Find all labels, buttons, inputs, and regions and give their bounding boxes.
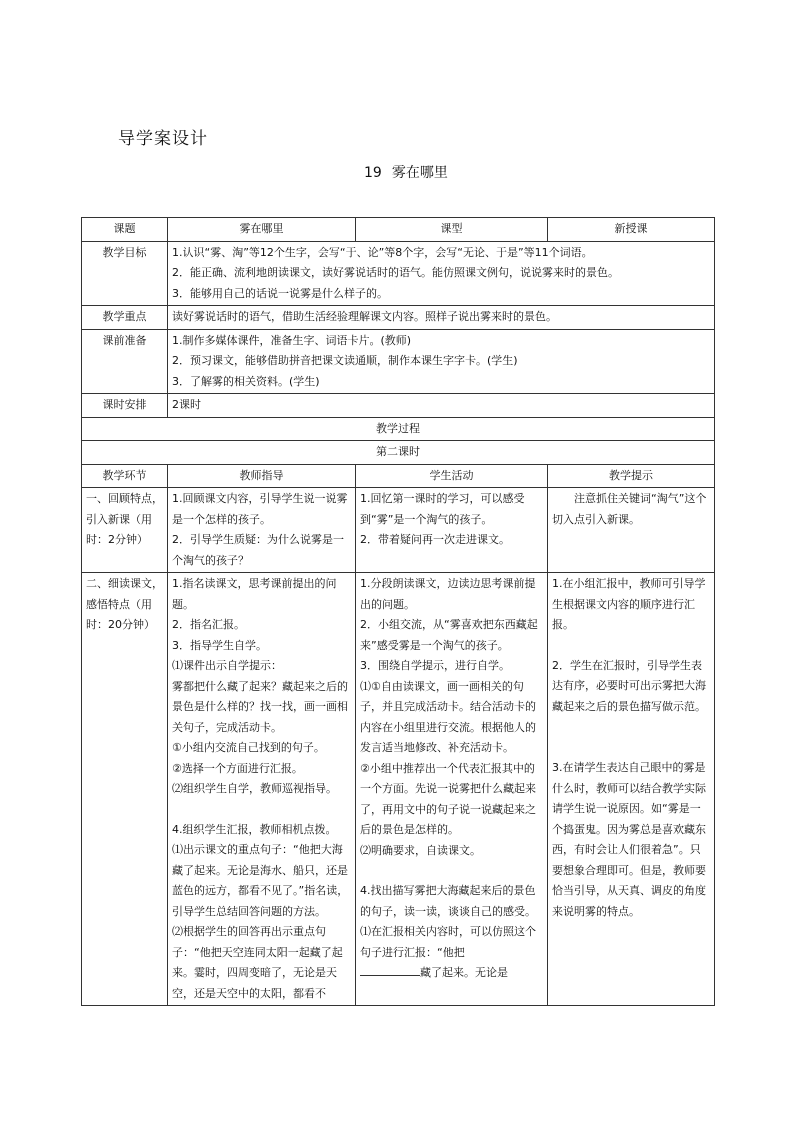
student-step: ②小组中推荐出一个代表汇报其中的一个方面。先说一说雾把什么藏起来了，再用文中的句子说一说藏起来之后的景色是怎样的。: [360, 761, 536, 836]
column-header-row: [82, 464, 715, 488]
goals-content: [168, 241, 715, 306]
process-title: 教学过程: [82, 417, 715, 441]
goals-row: [82, 241, 715, 306]
stage-2-teacher: [168, 573, 356, 1006]
prep-line: 2．预习课文，能够借助拼音把课文读通顺，制作本课生字字卡。(学生): [172, 354, 518, 367]
col-header-stage: 教学环节: [82, 464, 168, 488]
student-step: 4.找出描写雾把大海藏起来后的景色的句子，读一读，谈谈自己的感受。: [360, 884, 536, 918]
time-row: [82, 394, 715, 418]
teacher-step: 雾都把什么藏了起来？藏起来之后的景色是什么样的？找一找，画一画相关句子，完成活动卡。: [172, 679, 348, 734]
student-step: 1.分段朗读课文，边读边思考课前提出的问题。: [360, 577, 536, 611]
lesson-title: [364, 162, 458, 182]
goals-label: 教学目标: [82, 241, 168, 306]
student-step: ⑵明确要求，自读课文。: [360, 843, 481, 857]
document-title: 导学案设计: [118, 129, 208, 149]
stage-1-tip: [548, 488, 715, 573]
lesson-plan-table: [81, 217, 715, 1006]
tip-text: 3.在请学生表达自己眼中的雾是什么时，教师可以结合教学实际请学生说一说原因。如“雾是一个捣蛋鬼。因为雾总是喜欢藏东西，有时会让人们很着急”。只要想象合理即可。但是，教师要恰当引导，从天真、调皮的角度来说明雾的特点。: [552, 761, 706, 918]
tip-text: 2．学生在汇报时，引导学生表达有序，必要时可出示雾把大海藏起来之后的景色描写做示范。: [552, 658, 706, 713]
stage-1-row: [82, 488, 715, 573]
goal-line: 1.认识“雾、淘”等12个生字，会写“于、论”等8个字，会写“无论、于是”等11个词语。: [172, 245, 593, 259]
student-step-tail: 藏了起来。无论是: [420, 966, 508, 979]
prep-label: 课前准备: [82, 329, 168, 394]
teacher-step: 1.指名读课文，思考课前提出的问题。: [172, 577, 337, 611]
teacher-step: ②选择一个方面进行汇报。: [172, 761, 303, 775]
prep-row: [82, 329, 715, 394]
focus-label: 教学重点: [82, 306, 168, 330]
period-title-row: [82, 441, 715, 465]
teacher-step: ⑵组织学生自学，教师巡视指导。: [172, 782, 337, 795]
prep-line: 1.制作多媒体课件，准备生字、词语卡片。(教师): [172, 333, 412, 347]
lesson-number: 19: [364, 165, 382, 181]
teacher-step: ⑴课件出示自学提示：: [172, 659, 282, 672]
stage-2-student: [356, 573, 548, 1006]
lesson-type-value: 新授课: [548, 218, 715, 242]
goal-line: 3．能够用自己的话说一说雾是什么样子的。: [172, 286, 388, 300]
student-step: 2．小组交流，从“雾喜欢把东西藏起来”感受雾是一个淘气的孩子。: [360, 618, 538, 652]
goal-line: 2．能正确、流利地朗读课文，读好雾说话时的语气。能仿照课文例句，说说雾来时的景色。: [172, 266, 619, 279]
stage-2-name: 二、细读课文，感悟特点（用时：20分钟）: [82, 573, 168, 1006]
teacher-step: ⑴出示课文的重点句子：“他把大海藏了起来。无论是海水、船只，还是蓝色的远方，都看不见了。”指名读，引导学生总结回答问题的方法。: [172, 843, 349, 918]
teacher-step: ⑵根据学生的回答再出示重点句子：“他把天空连同太阳一起藏了起来。霎时，四周变暗了，无论是天空，还是天空中的太阳，都看不: [172, 925, 343, 1000]
student-step: ⑴①自由读课文，画一画相关的句子，并且完成活动卡。结合活动卡的内容在小组里进行交流。根据他人的发言适当地修改、补充活动卡。: [360, 679, 536, 754]
focus-row: [82, 306, 715, 330]
stage-2-tip: [548, 573, 715, 1006]
lesson-name: 雾在哪里: [391, 165, 448, 181]
topic-row: [82, 218, 715, 242]
time-label: 课时安排: [82, 394, 168, 418]
prep-content: [168, 329, 715, 394]
teacher-step: ①小组内交流自己找到的句子。: [172, 741, 325, 754]
topic-label: 课题: [82, 218, 168, 242]
col-header-tip: 教学提示: [548, 464, 715, 488]
col-header-student: 学生活动: [356, 464, 548, 488]
prep-line: 3．了解雾的相关资料。(学生): [172, 374, 320, 388]
process-title-row: [82, 417, 715, 441]
teacher-step: 4.组织学生汇报，教师相机点拨。: [172, 822, 337, 836]
stage-1-name: 一、回顾特点，引入新课（用时：2分钟）: [82, 488, 168, 573]
focus-content: 读好雾说话时的语气，借助生活经验理解课文内容。照样子说出雾来时的景色。: [168, 306, 715, 330]
stage-1-student: [356, 488, 548, 573]
student-step: 3．围绕自学提示，进行自学。: [360, 659, 510, 672]
teacher-step: 2．指名汇报。: [172, 618, 245, 631]
time-content: 2课时: [168, 394, 715, 418]
teacher-step: 2．引导学生质疑：为什么说雾是一个淘气的孩子？: [172, 533, 344, 567]
topic-value: 雾在哪里: [168, 218, 356, 242]
teacher-step: 1.回顾课文内容，引导学生说一说雾是一个怎样的孩子。: [172, 492, 348, 526]
student-step: 2．带着疑问再一次走进课文。: [360, 533, 510, 546]
tip-text: 注意抓住关键词“淘气”这个切入点引入新课。: [552, 492, 707, 526]
stage-1-teacher: [168, 488, 356, 573]
fill-in-blank: [360, 963, 420, 976]
student-step: ⑴在汇报相关内容时，可以仿照这个句子进行汇报：“他把: [360, 925, 536, 959]
tip-text: 1.在小组汇报中，教师可引导学生根据课文内容的顺序进行汇报。: [552, 577, 706, 631]
student-step: 1.回忆第一课时的学习，可以感受到“雾”是一个淘气的孩子。: [360, 492, 525, 526]
col-header-teacher: 教师指导: [168, 464, 356, 488]
period-title: 第二课时: [82, 441, 715, 465]
lesson-type-label: 课型: [356, 218, 548, 242]
student-step-continuation: [360, 963, 543, 984]
stage-2-row: [82, 573, 715, 1006]
teacher-step: 3．指导学生自学。: [172, 638, 267, 652]
